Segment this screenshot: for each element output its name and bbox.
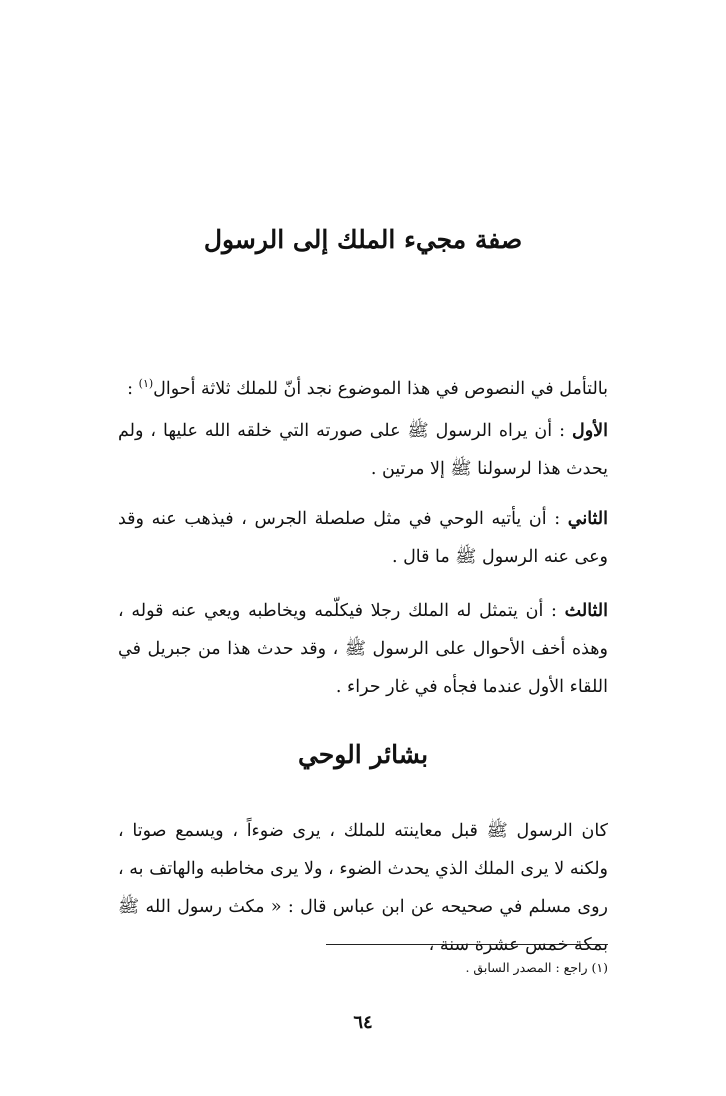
- footnote: (١) راجع : المصدر السابق .: [465, 960, 608, 975]
- footnote-divider: [326, 944, 608, 945]
- state-third-paragraph: [118, 592, 608, 706]
- state-third-label: الثالث: [564, 601, 608, 621]
- chapter-heading: صفة مجيء الملك إلى الرسول: [203, 225, 523, 254]
- state-third-text: : أن يتمثل له الملك رجلا فيكلّمه ويخاطبه ويعي عنه قوله ، وهذه أخف الأحوال على الرسول ﷺ ، وقد حدث هذا من جبريل في اللقاء الأول عندما فجأه في غار حراء .: [118, 601, 608, 697]
- section-heading-revelation-signs: بشائر الوحي: [297, 740, 429, 769]
- intro-tail: :: [127, 378, 139, 399]
- state-second-text: : أن يأتيه الوحي في مثل صلصلة الجرس ، فيذهب عنه وقد وعى عنه الرسول ﷺ ما قال .: [118, 509, 608, 567]
- footnote-reference[interactable]: (١): [138, 377, 154, 390]
- state-first-paragraph: [118, 412, 608, 488]
- intro-text: بالتأمل في النصوص في هذا الموضوع نجد أنّ للملك ثلاثة أحوال: [153, 378, 608, 399]
- revelation-signs-paragraph: كان الرسول ﷺ قبل معاينته للملك ، يرى ضوءاً ، ويسمع صوتا ، ولكنه لا يرى الملك الذي يحدث الضوء ، ولا يرى مخاطبه والهاتف به ، روى مسلم في صحيحه عن ابن عباس قال : « مكث رسول الله ﷺ بمكة خمس عشرة سنة ،: [118, 821, 608, 955]
- intro-paragraph: [118, 365, 608, 408]
- page-number: ٦٤: [353, 1012, 373, 1033]
- state-second-label: الثاني: [567, 509, 608, 529]
- state-second-paragraph: [118, 500, 608, 576]
- state-first-label: الأول: [571, 421, 608, 441]
- state-first-text: : أن يراه الرسول ﷺ على صورته التي خلقه الله عليها ، ولم يحدث هذا لرسولنا ﷺ إلا مرتين .: [118, 421, 608, 479]
